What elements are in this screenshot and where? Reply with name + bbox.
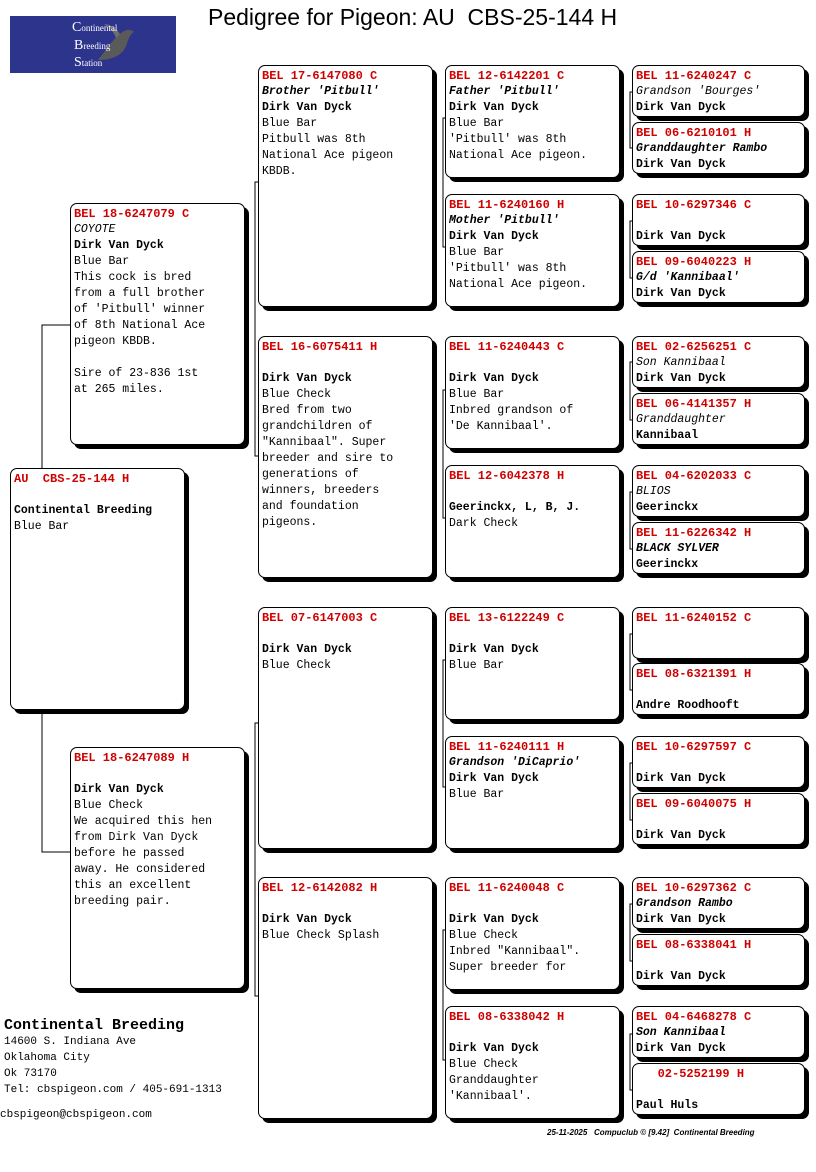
address-line: Ok 73170 <box>4 1068 57 1080</box>
card-line: generations of <box>262 468 359 481</box>
pedigree-card-grandparent[interactable] <box>258 336 433 578</box>
card-line: this an excellent <box>74 879 192 892</box>
address-line: 14600 S. Indiana Ave <box>4 1036 137 1048</box>
print-stamp: 25-11-2025 Compuclub © [9.42] Continental Breeding <box>547 1128 755 1137</box>
card-line: Pitbull was 8th <box>262 133 366 146</box>
card-line <box>636 213 801 229</box>
ring-number: BEL 10-6297346 C <box>636 198 752 212</box>
card-line <box>74 766 241 782</box>
email-line: cbspigeon@cbspigeon.com <box>0 1109 152 1121</box>
card-line: This cock is bred <box>74 271 192 284</box>
ring-number: BEL 06-4141357 H <box>636 397 752 411</box>
card-line: Blue Bar <box>449 246 505 259</box>
pedigree-card-gen4[interactable] <box>632 122 805 174</box>
card-line: Geerinckx <box>636 501 699 514</box>
card-line: Paul Huls <box>636 1099 699 1112</box>
card-line: National Ace pigeon <box>262 149 394 162</box>
ring-number: BEL 10-6297597 C <box>636 740 752 754</box>
ring-number: BEL 02-6256251 C <box>636 340 752 354</box>
ring-number: BEL 18-6247079 C <box>74 207 190 221</box>
card-line: Son Kannibaal <box>636 1026 726 1039</box>
ring-number: BEL 16-6075411 H <box>262 340 378 354</box>
card-line <box>636 953 801 969</box>
card-line: COYOTE <box>74 223 116 236</box>
ring-number: BEL 11-6240048 C <box>449 881 565 895</box>
card-line: Blue Bar <box>14 520 70 533</box>
ring-number: BEL 08-6338041 H <box>636 938 752 952</box>
card-line: Dirk Van Dyck <box>636 1042 726 1055</box>
ring-number: BEL 09-6040223 H <box>636 255 752 269</box>
card-line: Dirk Van Dyck <box>74 239 164 252</box>
card-line <box>636 1082 801 1098</box>
card-line: pigeon KBDB. <box>74 335 157 348</box>
card-line: Super breeder for <box>449 961 567 974</box>
pedigree-card-gen4[interactable] <box>632 1006 805 1058</box>
card-line: Dirk Van Dyck <box>262 372 352 385</box>
logo-line-2: Breeding <box>74 38 111 53</box>
ring-number: BEL 11-6240152 C <box>636 611 752 625</box>
card-line: winners, breeders <box>262 484 380 497</box>
card-line: pigeons. <box>262 516 318 529</box>
card-line: We acquired this hen <box>74 815 213 828</box>
pedigree-card-gen4[interactable] <box>632 736 805 788</box>
card-line: National Ace pigeon. <box>449 278 588 291</box>
ring-number: BEL 17-6147080 C <box>262 69 378 83</box>
card-line: Kannibaal <box>636 429 699 442</box>
card-line: Blue Check Splash <box>262 929 380 942</box>
pedigree-card-gen4[interactable] <box>632 607 805 659</box>
ring-number: BEL 11-6226342 H <box>636 526 752 540</box>
pedigree-card-gen4[interactable] <box>632 393 805 445</box>
card-line <box>636 642 801 658</box>
card-line: Bred from two <box>262 404 352 417</box>
card-line: Dirk Van Dyck <box>449 913 539 926</box>
card-line: Dirk Van Dyck <box>636 913 726 926</box>
card-line <box>262 896 429 912</box>
card-line: of 8th National Ace <box>74 319 206 332</box>
ring-number: BEL 10-6297362 C <box>636 881 752 895</box>
pedigree-card-great-grandparent[interactable] <box>445 65 620 178</box>
pedigree-card-great-grandparent[interactable] <box>445 1006 620 1119</box>
card-line: Blue Bar <box>262 117 318 130</box>
card-line: Son Kannibaal <box>636 356 726 369</box>
card-line: Dirk Van Dyck <box>636 772 726 785</box>
card-line <box>262 355 429 371</box>
card-line: KBDB. <box>262 165 297 178</box>
card-line: Blue Check <box>449 1058 519 1071</box>
card-line: Inbred grandson of <box>449 404 574 417</box>
card-line: National Ace pigeon. <box>449 149 588 162</box>
card-line: Dirk Van Dyck <box>262 643 352 656</box>
card-line <box>636 755 801 771</box>
card-line: grandchildren of <box>262 420 373 433</box>
card-line: Blue Bar <box>449 788 505 801</box>
card-line: 'De Kannibaal'. <box>449 420 553 433</box>
card-line: Granddaughter Rambo <box>636 142 768 155</box>
card-line: of 'Pitbull' winner <box>74 303 206 316</box>
ring-number: 02-5252199 H <box>636 1067 745 1081</box>
card-line: Dark Check <box>449 517 519 530</box>
ring-number: BEL 18-6247089 H <box>74 751 190 765</box>
card-line: Blue Bar <box>74 255 130 268</box>
card-line: 'Kannibaal'. <box>449 1090 532 1103</box>
card-line: Dirk Van Dyck <box>636 158 726 171</box>
card-line: Dirk Van Dyck <box>449 230 539 243</box>
card-line: Sire of 23-836 1st <box>74 367 199 380</box>
card-line: breeder and sire to <box>262 452 394 465</box>
card-line: Brother 'Pitbull' <box>262 85 380 98</box>
card-line: Dirk Van Dyck <box>262 101 352 114</box>
card-line: before he passed <box>74 847 185 860</box>
card-line: Continental Breeding <box>14 504 153 517</box>
pedigree-card-great-grandparent[interactable] <box>445 465 620 578</box>
ring-number: BEL 09-6040075 H <box>636 797 752 811</box>
card-line: Blue Check <box>449 929 519 942</box>
page-title: Pedigree for Pigeon: AU CBS-25-144 H <box>208 4 618 30</box>
card-line: Grandson 'DiCaprio' <box>449 756 581 769</box>
card-line: away. He considered <box>74 863 206 876</box>
ring-number: BEL 04-6202033 C <box>636 469 752 483</box>
pedigree-card-great-grandparent[interactable] <box>445 194 620 307</box>
ring-number: AU CBS-25-144 H <box>14 472 130 486</box>
card-line: "Kannibaal". Super <box>262 436 387 449</box>
card-line: BLACK SYLVER <box>636 542 719 555</box>
card-line <box>449 896 616 912</box>
card-line <box>449 355 616 371</box>
card-line: Dirk Van Dyck <box>449 372 539 385</box>
ring-number: BEL 12-6142082 H <box>262 881 378 895</box>
card-line <box>449 484 616 500</box>
card-line: Dirk Van Dyck <box>636 970 726 983</box>
address-line: Oklahoma City <box>4 1052 90 1064</box>
card-line: Dirk Van Dyck <box>636 230 726 243</box>
card-line: Dirk Van Dyck <box>74 783 164 796</box>
card-line: Blue Bar <box>449 659 505 672</box>
pedigree-card-grandparent[interactable] <box>258 877 433 1119</box>
ring-number: BEL 11-6240160 H <box>449 198 565 212</box>
pedigree-card-sire[interactable] <box>70 203 245 445</box>
card-line: from a full brother <box>74 287 206 300</box>
pedigree-card-gen4[interactable] <box>632 522 805 574</box>
pedigree-card-gen4[interactable] <box>632 877 805 929</box>
pedigree-card-subject[interactable] <box>10 468 185 710</box>
card-line: Dirk Van Dyck <box>262 913 352 926</box>
card-line: Geerinckx <box>636 558 699 571</box>
card-line: Blue Bar <box>449 117 505 130</box>
ring-number: BEL 11-6240443 C <box>449 340 565 354</box>
card-line: Grandson 'Bourges' <box>636 85 761 98</box>
card-line: Dirk Van Dyck <box>449 1042 539 1055</box>
breeder-name: Continental Breeding <box>4 1017 185 1034</box>
pedigree-card-gen4[interactable] <box>632 663 805 715</box>
card-line: Father 'Pitbull' <box>449 85 560 98</box>
pedigree-card-gen4[interactable] <box>632 336 805 388</box>
ring-number: BEL 06-6210101 H <box>636 126 752 140</box>
card-line: Dirk Van Dyck <box>636 287 726 300</box>
ring-number: BEL 12-6142201 C <box>449 69 565 83</box>
card-line <box>636 626 801 642</box>
pedigree-card-great-grandparent[interactable] <box>445 877 620 990</box>
pedigree-card-gen4[interactable] <box>632 65 805 117</box>
card-line: Blue Bar <box>449 388 505 401</box>
card-line: and foundation <box>262 500 359 513</box>
card-line: Blue Check <box>262 388 332 401</box>
card-line <box>636 682 801 698</box>
card-line: Mother 'Pitbull' <box>449 214 560 227</box>
pedigree-card-grandparent[interactable] <box>258 607 433 849</box>
card-line: Dirk Van Dyck <box>636 372 726 385</box>
ring-number: BEL 13-6122249 C <box>449 611 565 625</box>
ring-number: BEL 07-6147003 C <box>262 611 378 625</box>
card-line: Granddaughter <box>449 1074 539 1087</box>
pedigree-card-gen4[interactable] <box>632 465 805 517</box>
card-line: from Dirk Van Dyck <box>74 831 199 844</box>
ring-number: BEL 04-6468278 C <box>636 1010 752 1024</box>
card-line: Dirk Van Dyck <box>449 101 539 114</box>
pedigree-card-gen4[interactable] <box>632 1063 805 1115</box>
pedigree-card-gen4[interactable] <box>632 934 805 986</box>
pedigree-card-great-grandparent[interactable] <box>445 607 620 720</box>
card-line <box>262 626 429 642</box>
card-line: Dirk Van Dyck <box>449 643 539 656</box>
card-line: Blue Check <box>262 659 332 672</box>
pedigree-card-gen4[interactable] <box>632 251 805 303</box>
ring-number: BEL 11-6240247 C <box>636 69 752 83</box>
card-line: Dirk Van Dyck <box>449 772 539 785</box>
pedigree-card-great-grandparent[interactable] <box>445 736 620 849</box>
card-line <box>449 626 616 642</box>
card-line: Blue Check <box>74 799 144 812</box>
card-line: Andre Roodhooft <box>636 699 740 712</box>
card-line: breeding pair. <box>74 895 171 908</box>
card-line: at 265 miles. <box>74 383 164 396</box>
card-line: G/d 'Kannibaal' <box>636 271 740 284</box>
card-line: 'Pitbull' was 8th <box>449 133 567 146</box>
breeder-contact-block <box>4 1018 222 1098</box>
pedigree-card-great-grandparent[interactable] <box>445 336 620 449</box>
card-line <box>74 350 241 366</box>
logo-line-3: Station <box>74 55 103 70</box>
card-line: Inbred "Kannibaal". <box>449 945 581 958</box>
card-line: Geerinckx, L, B, J. <box>449 501 581 514</box>
ring-number: BEL 08-6338042 H <box>449 1010 565 1024</box>
card-line <box>449 1025 616 1041</box>
card-line: 'Pitbull' was 8th <box>449 262 567 275</box>
card-line: Dirk Van Dyck <box>636 829 726 842</box>
ring-number: BEL 08-6321391 H <box>636 667 752 681</box>
card-line: Granddaughter <box>636 413 726 426</box>
card-line: BLIOS <box>636 485 671 498</box>
pedigree-card-gen4[interactable] <box>632 194 805 246</box>
pedigree-card-gen4[interactable] <box>632 793 805 845</box>
logo-line-1: Continental <box>72 20 118 35</box>
card-line <box>636 812 801 828</box>
phone-line: Tel: cbspigeon.com / 405-691-1313 <box>4 1084 222 1096</box>
card-line: Grandson Rambo <box>636 897 733 910</box>
ring-number: BEL 11-6240111 H <box>449 740 565 754</box>
pedigree-card-grandparent[interactable] <box>258 65 433 307</box>
pedigree-card-dam[interactable] <box>70 747 245 989</box>
card-line: Dirk Van Dyck <box>636 101 726 114</box>
card-line <box>14 487 181 503</box>
ring-number: BEL 12-6042378 H <box>449 469 565 483</box>
